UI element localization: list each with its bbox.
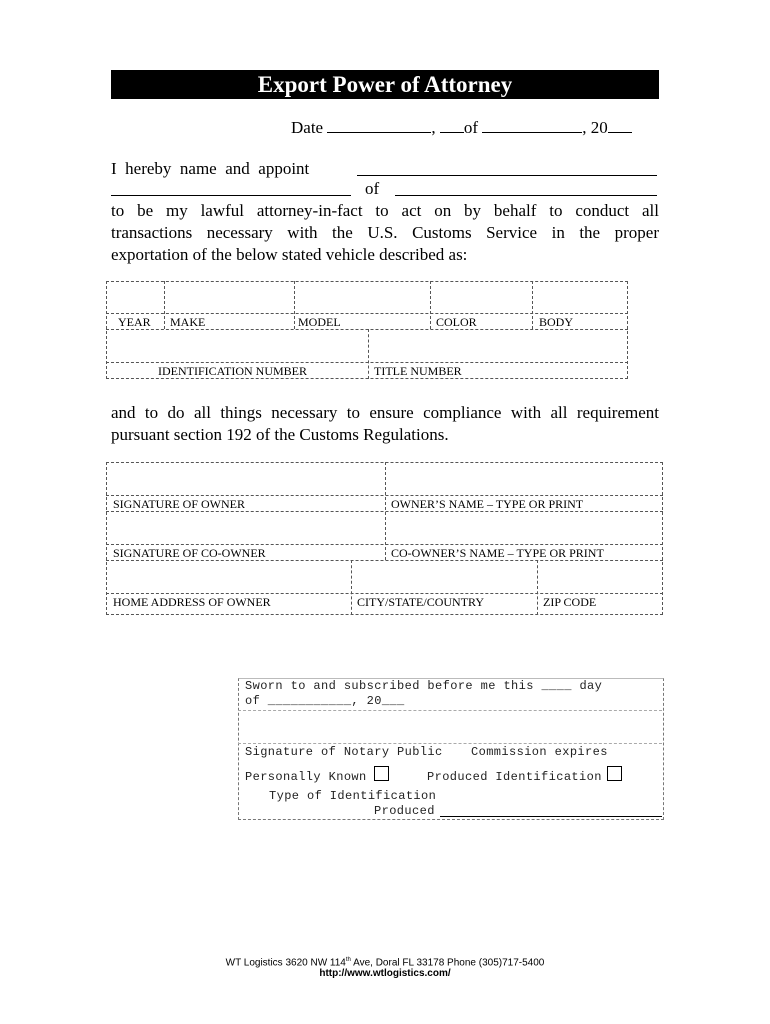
body-line-2: transactions necessary with the U.S. Customs Service in the proper: [111, 223, 659, 242]
compliance-line-2: pursuant section 192 of the Customs Regulations.: [111, 425, 449, 444]
commission-expires-label: Commission expires: [471, 745, 608, 759]
personally-known-label: Personally Known: [245, 770, 367, 784]
footer-url[interactable]: http://www.wtlogistics.com/: [319, 968, 451, 979]
owner-table-rule: [106, 593, 663, 594]
body-paragraph: [111, 200, 659, 266]
appointee-location-blank[interactable]: [395, 195, 657, 196]
model-field[interactable]: [295, 282, 430, 313]
color-label: COLOR: [436, 315, 477, 329]
personally-known-checkbox[interactable]: [374, 766, 389, 781]
home-address-field[interactable]: [107, 561, 351, 593]
notary-signature-field[interactable]: [239, 711, 661, 743]
date-year-prefix: , 20: [582, 118, 608, 137]
date-of-label: of: [463, 118, 479, 137]
zip-code-field[interactable]: [538, 561, 662, 593]
compliance-line-1: and to do all things necessary to ensure compliance with all requirement: [111, 403, 659, 422]
vehicle-table-rule: [106, 362, 628, 363]
appointee-name-blank[interactable]: [357, 175, 657, 176]
date-year-blank[interactable]: [608, 117, 632, 133]
title-number-field[interactable]: [369, 330, 627, 362]
footer-address-part2: Ave, Doral FL 33178 Phone (305)717-5400: [350, 957, 545, 969]
signature-coowner-field[interactable]: [107, 512, 385, 544]
document-title: Export Power of Attorney: [111, 70, 659, 99]
body-label: BODY: [539, 315, 574, 329]
body-line-3: exportation of the below stated vehicle described as:: [111, 245, 468, 264]
city-state-country-label: CITY/STATE/COUNTRY: [357, 595, 485, 609]
year-field[interactable]: [107, 282, 164, 313]
date-month-num-blank[interactable]: [440, 117, 464, 133]
sworn-line-1: Sworn to and subscribed before me this ____ day: [245, 679, 603, 693]
compliance-paragraph: [111, 402, 659, 446]
date-day-blank[interactable]: [327, 117, 431, 133]
type-of-identification-label: Type of Identification: [269, 789, 437, 803]
make-field[interactable]: [165, 282, 294, 313]
coowner-name-field[interactable]: [386, 512, 662, 544]
zip-code-label: ZIP CODE: [543, 595, 597, 609]
title-number-label: TITLE NUMBER: [374, 364, 462, 378]
appoint-of-label: of: [365, 179, 380, 198]
produced-identification-checkbox[interactable]: [607, 766, 622, 781]
produced-identification-label: Produced Identification: [427, 770, 602, 784]
footer-address-part1: WT Logistics 3620 NW 114: [225, 957, 346, 969]
type-of-identification-produced-label: Produced: [374, 804, 435, 818]
sworn-line-2: of ___________, 20___: [245, 694, 405, 708]
signature-owner-field[interactable]: [107, 463, 385, 495]
footer-address-sup: th: [345, 957, 351, 963]
coowner-name-label: CO-OWNER’S NAME – TYPE OR PRINT: [391, 546, 604, 560]
date-label: Date: [291, 118, 324, 137]
body-field[interactable]: [533, 282, 627, 313]
identification-number-label: IDENTIFICATION NUMBER: [158, 364, 307, 378]
body-line-1: to be my lawful attorney-in-fact to act on by behalf to conduct all: [111, 201, 659, 220]
owner-name-field[interactable]: [386, 463, 662, 495]
type-of-identification-blank[interactable]: [440, 816, 662, 817]
date-line: [291, 117, 632, 138]
appoint-text: I hereby name and appoint: [111, 159, 310, 178]
home-address-label: HOME ADDRESS OF OWNER: [113, 595, 271, 609]
date-month-blank[interactable]: [482, 117, 582, 133]
notary-rule: [238, 743, 662, 744]
year-label: YEAR: [118, 315, 151, 329]
appointee-name-blank-2[interactable]: [111, 195, 351, 196]
signature-coowner-label: SIGNATURE OF CO-OWNER: [113, 546, 266, 560]
owner-name-label: OWNER’S NAME – TYPE OR PRINT: [391, 497, 584, 511]
notary-signature-label: Signature of Notary Public: [245, 745, 443, 759]
identification-number-field[interactable]: [107, 330, 368, 362]
model-label: MODEL: [298, 315, 341, 329]
color-field[interactable]: [431, 282, 532, 313]
city-state-country-field[interactable]: [352, 561, 537, 593]
make-label: MAKE: [170, 315, 206, 329]
date-comma: ,: [431, 118, 436, 137]
signature-owner-label: SIGNATURE OF OWNER: [113, 497, 245, 511]
vehicle-table-rule: [106, 313, 628, 314]
